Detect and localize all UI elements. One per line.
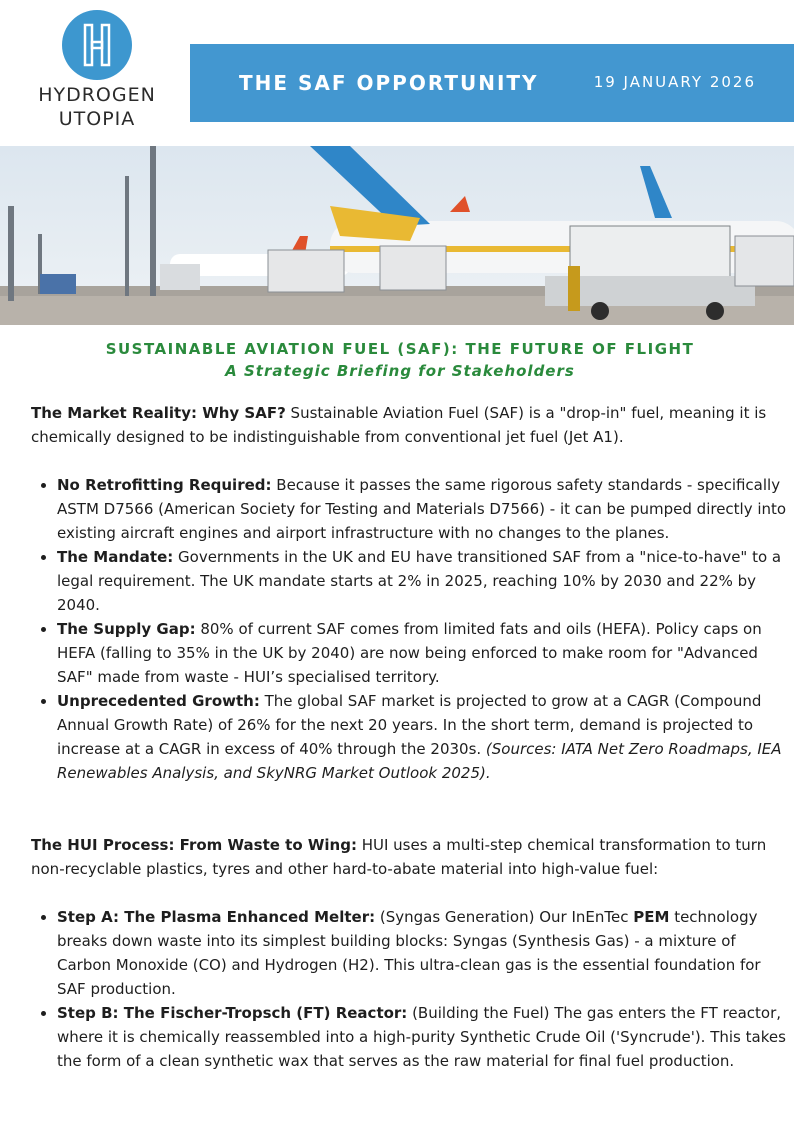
step-b-lead: Step B: The Fischer-Tropsch (FT) Reactor: xyxy=(57,1004,408,1022)
step-a-lead: Step A: The Plasma Enhanced Melter: xyxy=(57,908,376,926)
hero-image xyxy=(0,146,794,325)
market-lead: The Market Reality: Why SAF? xyxy=(31,404,286,422)
list-item xyxy=(57,473,792,545)
bullet-lead: Unprecedented Growth: xyxy=(57,692,260,710)
header-band xyxy=(190,44,794,122)
bullet-text: Because it passes the same rigorous safety standards - specifically ASTM D7566 (American Society for Testing and Materials D7566) - it can be pumped directly into existing aircraft engines and airport infrastructure with no changes to the planes. xyxy=(57,476,787,542)
bullet-text: 80% of current SAF comes from limited fats and oils (HEFA). Policy caps on HEFA (falling to 35% in the UK by 2040) are now being enforced to make room for "Advanced SAF" made from waste - HUI’s specialised territory. xyxy=(57,620,762,686)
list-item xyxy=(57,545,792,617)
airport-apron-photo-icon xyxy=(0,146,794,325)
bullet-text: Governments in the UK and EU have transitioned SAF from a "nice-to-have" to a legal requirement. The UK mandate starts at 2% in 2025, reaching 10% by 2030 and 22% by 2040. xyxy=(57,548,782,614)
process-text: HUI uses a multi-step chemical transformation to turn non-recyclable plastics, tyres and other hard-to-abate material into high-value fuel: xyxy=(31,836,767,878)
step-a-text-2: technology breaks down waste into its simplest building blocks: Syngas (Synthesis Gas) - a mixture of Carbon Monoxide (CO) and Hydrogen (H2). This ultra-clean gas is the essential foundation for SAF production. xyxy=(57,908,761,998)
process-lead: The HUI Process: From Waste to Wing: xyxy=(31,836,357,854)
bullet-source: (Sources: IATA Net Zero Roadmaps, IEA Renewables Analysis, and SkyNRG Market Outlook 2025). xyxy=(57,740,782,782)
list-item xyxy=(57,617,792,689)
market-text: Sustainable Aviation Fuel (SAF) is a "drop-in" fuel, meaning it is chemically designed to be indistinguishable from conventional jet fuel (Jet A1). xyxy=(31,404,767,446)
list-item xyxy=(57,689,792,785)
list-item xyxy=(57,905,792,1001)
bullet-text: The global SAF market is projected to grow at a CAGR (Compound Annual Growth Rate) of 26% for the next 20 years. In the short term, demand is projected to increase at a CAGR in excess of 40% through the 2030s. xyxy=(57,692,762,758)
logo-line-2: UTOPIA xyxy=(58,108,136,130)
subheadline: A Strategic Briefing for Stakeholders xyxy=(225,362,575,380)
bullet-lead: The Supply Gap: xyxy=(57,620,196,638)
logo-h-icon xyxy=(62,10,132,80)
step-a-pem: PEM xyxy=(633,908,670,926)
page-title: THE SAF OPPORTUNITY xyxy=(239,71,539,95)
logo-line-1: HYDROGEN xyxy=(38,84,156,106)
market-bullet-list xyxy=(31,473,792,785)
page-date: 19 JANUARY 2026 xyxy=(593,73,756,91)
bullet-lead: No Retrofitting Required: xyxy=(57,476,272,494)
bullet-lead: The Mandate: xyxy=(57,548,174,566)
step-a-text: (Syngas Generation) Our InEnTec xyxy=(375,908,634,926)
list-item xyxy=(57,1001,792,1073)
market-intro xyxy=(31,401,771,449)
company-logo xyxy=(30,10,164,134)
headline: SUSTAINABLE AVIATION FUEL (SAF): THE FUTURE OF FLIGHT xyxy=(105,340,695,358)
process-intro xyxy=(31,833,771,881)
step-b-text: (Building the Fuel) The gas enters the FT reactor, where it is chemically reassembled into a high-purity Synthetic Crude Oil ('Syncrude'). This takes the form of a clean synthetic wax that serves as the raw material for final fuel production. xyxy=(57,1004,786,1070)
process-step-list xyxy=(31,905,792,1073)
